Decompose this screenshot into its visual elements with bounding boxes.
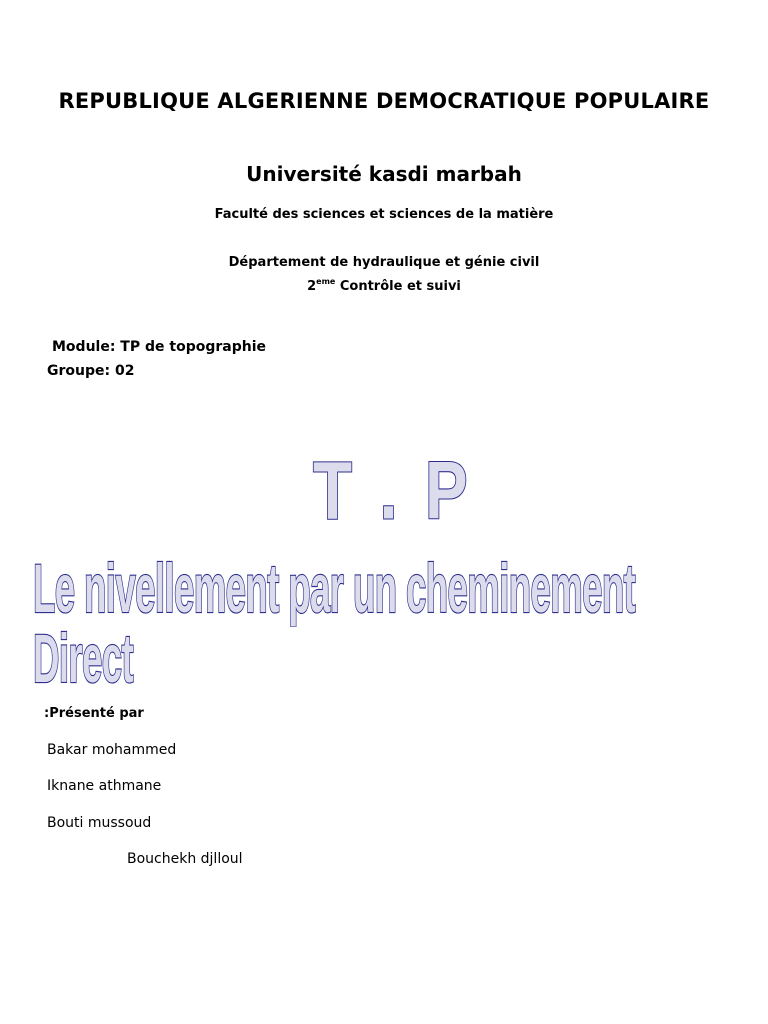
- level-text: Contrôle et suivi: [335, 279, 461, 294]
- student-name: Bouti mussoud: [47, 815, 152, 831]
- faculty-name: Faculté des sciences et sciences de la matière: [214, 207, 554, 222]
- module-label: Module: TP de topographie: [52, 339, 266, 355]
- subject-title-line-2: Direct: [33, 619, 134, 697]
- student-name: Bakar mohammed: [47, 742, 177, 758]
- presented-by-label: :Présenté par: [44, 706, 144, 721]
- republic-heading: REPUBLIQUE ALGERIENNE DEMOCRATIQUE POPULAIRE: [58, 89, 710, 113]
- study-level: [0, 279, 768, 294]
- level-superscript: eme: [316, 277, 336, 286]
- tp-title: T . P: [313, 444, 473, 537]
- student-name: Bouchekh djlloul: [127, 851, 243, 867]
- department-name: Département de hydraulique et génie civil: [228, 255, 540, 270]
- subject-title-line-1: Le nivellement par un cheminement: [33, 549, 636, 627]
- level-number: 2: [307, 279, 317, 294]
- university-name: Université kasdi marbah: [246, 162, 522, 186]
- student-name: Iknane athmane: [47, 778, 162, 794]
- groupe-label: Groupe: 02: [47, 363, 135, 379]
